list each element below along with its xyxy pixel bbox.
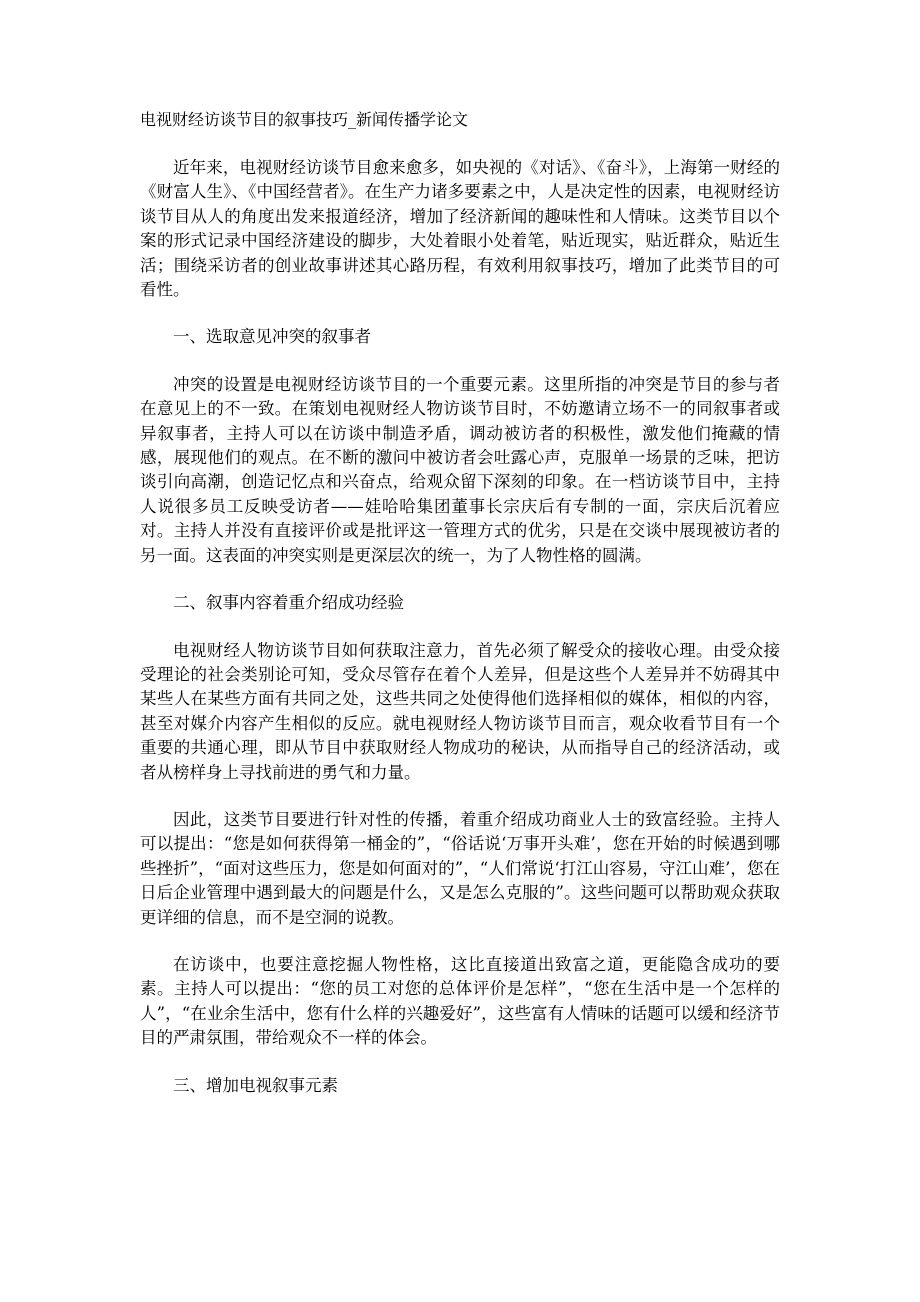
section-heading-1: 一、选取意见冲突的叙事者	[173, 327, 371, 347]
section-heading-3: 三、增加电视叙事元素	[173, 1075, 338, 1095]
paragraph-section-1: 冲突的设置是电视财经访谈节目的一个重要元素。这里所指的冲突是节目的参与者在意见上的不一致。在策划电视财经人物访谈节目时，不妨邀请立场不一的同叙事者或异叙事者，主持人可以在访谈中制造矛盾，调动被访者的积极性，激发他们掩藏的情感，展现他们的观点。在不断的激问中被访者会吐露心声，克服单一场景的乏味，把访谈引向高潮，创造记忆点和兴奋点，给观众留下深刻的印象。在一档访谈节目中，主持人说很多员工反映受访者——娃哈哈集团董事长宗庆后有专制的一面，宗庆后沉着应对。主持人并没有直接评价或是批评这一管理方式的优劣，只是在交谈中展现被访者的另一面。这表面的冲突实则是更深层次的统一，为了人物性格的圆满。	[140, 374, 780, 565]
paragraph-section-2b: 因此，这类节目要进行针对性的传播，着重介绍成功商业人士的致富经验。主持人可以提出：“您是如何获得第一桶金的”，“俗话说‘万事开头难’，您在开始的时候遇到哪些挫折”，“面对这些压力，您是如何面对的”，“人们常说‘打江山容易，守江山难’，您在日后企业管理中遇到最大的问题是什么，又是怎么克服的”。这些问题可以帮助观众获取更详细的信息，而不是空洞的说教。	[140, 809, 780, 927]
paragraph-section-2c: 在访谈中，也要注意挖掘人物性格，这比直接道出致富之道，更能隐含成功的要素。主持人可以提出：“您的员工对您的总体评价是怎样”，“您在生活中是一个怎样的人”，“在业余生活中，您有什么样的兴趣爱好”，这些富有人情味的话题可以缓和经济节目的严肃氛围，带给观众不一样的体会。	[140, 954, 780, 1048]
document-page	[140, 108, 780, 1121]
paragraph-intro: 近年来，电视财经访谈节目愈来愈多，如央视的《对话》、《奋斗》，上海第一财经的《财富人生》、《中国经营者》。在生产力诸多要素之中，人是决定性的因素，电视财经访谈节目从人的角度出发来报道经济，增加了经济新闻的趣味性和人情味。这类节目以个案的形式记录中国经济建设的脚步，大处着眼小处着笔，贴近现实，贴近群众，贴近生活；围绕采访者的创业故事讲述其心路历程，有效利用叙事技巧，增加了此类节目的可看性。	[140, 158, 780, 300]
paragraph-section-2a: 电视财经人物访谈节目如何获取注意力，首先必须了解受众的接收心理。由受众接受理论的社会类别论可知，受众尽管存在着个人差异，但是这些个人差异并不妨碍其中某些人在某些方面有共同之处，这些共同之处使得他们选择相似的媒体，相似的内容，甚至对媒介内容产生相似的反应。就电视财经人物访谈节目而言，观众收看节目有一个重要的共通心理，即从节目中获取财经人物成功的秘诀，从而指导自己的经济活动，或者从榜样身上寻找前进的勇气和力量。	[140, 640, 780, 782]
section-heading-2: 二、叙事内容着重介绍成功经验	[173, 593, 404, 613]
document-title: 电视财经访谈节目的叙事技巧_新闻传播学论文	[140, 110, 469, 129]
